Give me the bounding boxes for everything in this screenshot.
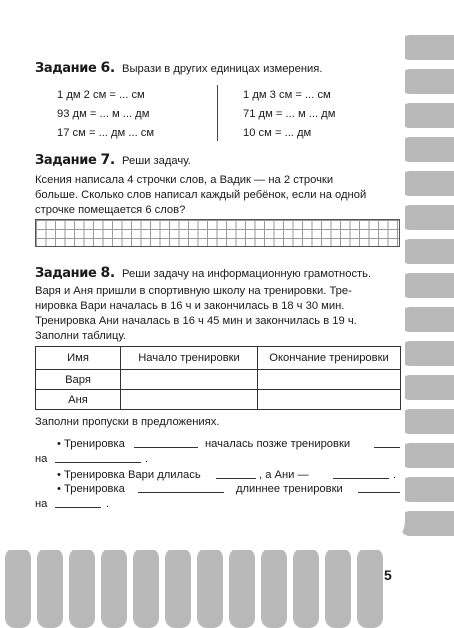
sentence-text: • Тренировка Вари длилась <box>57 469 201 481</box>
table-row <box>36 370 401 390</box>
training-table <box>35 346 401 410</box>
answer-blank[interactable] <box>55 507 101 508</box>
tab-stripe <box>400 477 454 502</box>
tab-stripe <box>400 239 454 264</box>
tab-stripe <box>400 409 454 434</box>
problem-text-line: Варя и Аня пришли в спортивную школу на тренировки. Тре- <box>35 285 352 297</box>
tab-stripe <box>400 307 454 332</box>
tab-stripe <box>69 548 95 628</box>
conversion-item: 71 дм = ... м ... дм <box>243 108 336 120</box>
table-row-name: Варя <box>36 370 121 390</box>
answer-blank[interactable] <box>134 447 198 448</box>
tab-stripe <box>229 548 255 628</box>
tab-stripe <box>400 443 454 468</box>
tab-stripe <box>197 548 223 628</box>
problem-text-line: нировка Вари началась в 16 ч и закончилась в 18 ч 30 мин. <box>35 300 345 312</box>
answer-blank[interactable] <box>358 492 400 493</box>
conversion-item: 1 дм 3 см = ... см <box>243 89 331 101</box>
tab-stripe <box>400 205 454 230</box>
tab-stripe <box>5 548 31 628</box>
table-header-start: Начало тренировки <box>121 347 258 370</box>
tab-stripe <box>165 548 191 628</box>
sentence-text: длиннее тренировки <box>236 483 343 495</box>
tab-stripe <box>400 103 454 128</box>
table-row-name: Аня <box>36 390 121 410</box>
column-divider <box>217 85 218 141</box>
problem-text-line: Заполни таблицу. <box>35 330 126 342</box>
sentence-text: , а Ани — <box>259 469 309 481</box>
table-header-row <box>36 347 401 370</box>
task7-label: Задание 7. <box>35 152 115 168</box>
problem-text-line: строчке помещается 6 слов? <box>35 204 186 216</box>
conversion-item: 10 см = ... дм <box>243 127 312 139</box>
task6-label: Задание 6. <box>35 60 115 76</box>
tab-stripe <box>133 548 159 628</box>
table-cell-end[interactable] <box>258 370 401 390</box>
sentence-end: . <box>393 469 397 481</box>
answer-blank[interactable] <box>216 478 256 479</box>
tab-stripe <box>325 548 351 628</box>
tab-stripe <box>400 137 454 162</box>
conversion-item: 17 см = ... дм ... см <box>57 127 155 139</box>
task8-instruction: Реши задачу на информационную грамотность. <box>122 268 372 280</box>
table-header-end: Окончание тренировки <box>258 347 401 370</box>
sentence-text: • Тренировка <box>57 483 125 495</box>
answer-blank[interactable] <box>374 447 400 448</box>
task8-label: Задание 8. <box>35 265 115 281</box>
fill-in-prompt: Заполни пропуски в предложениях. <box>35 416 220 428</box>
table-row <box>36 390 401 410</box>
sentence-text: • Тренировка <box>57 438 125 450</box>
tab-stripe <box>400 273 454 298</box>
task6-instruction: Вырази в других единицах измерения. <box>122 63 323 75</box>
tab-stripe <box>400 171 454 196</box>
tab-stripe <box>357 548 383 628</box>
table-cell-start[interactable] <box>121 370 258 390</box>
table-cell-end[interactable] <box>258 390 401 410</box>
answer-blank[interactable] <box>138 492 224 493</box>
sentence-text: началась позже тренировки <box>205 438 351 450</box>
tab-stripe <box>400 69 454 94</box>
table-cell-start[interactable] <box>121 390 258 410</box>
conversion-item: 93 дм = ... м ... дм <box>57 108 150 120</box>
problem-text-line: Тренировка Ани началась в 16 ч 45 мин и закончилась в 19 ч. <box>35 315 357 327</box>
tab-stripe <box>400 375 454 400</box>
sentence-text: на <box>35 453 48 465</box>
answer-grid[interactable] <box>35 219 400 247</box>
tab-stripe <box>400 35 454 60</box>
tab-stripe <box>400 341 454 366</box>
tab-stripe <box>101 548 127 628</box>
tab-stripe <box>400 511 454 536</box>
problem-text-line: Ксения написала 4 строчки слов, а Вадик — на 2 строчки <box>35 174 334 186</box>
answer-blank[interactable] <box>333 478 389 479</box>
tab-stripe <box>261 548 287 628</box>
sentence-text: на <box>35 498 48 510</box>
conversion-item: 1 дм 2 см = ... см <box>57 89 145 101</box>
tab-stripe <box>37 548 63 628</box>
problem-text-line: больше. Сколько слов написал каждый ребёнок, если на одной <box>35 189 367 201</box>
table-header-name: Имя <box>36 347 121 370</box>
sentence-end: . <box>106 498 110 510</box>
task7-instruction: Реши задачу. <box>122 155 191 167</box>
answer-blank[interactable] <box>55 462 141 463</box>
sentence-end: . <box>145 453 149 465</box>
tab-stripe <box>293 548 319 628</box>
page-number: 5 <box>384 567 392 583</box>
